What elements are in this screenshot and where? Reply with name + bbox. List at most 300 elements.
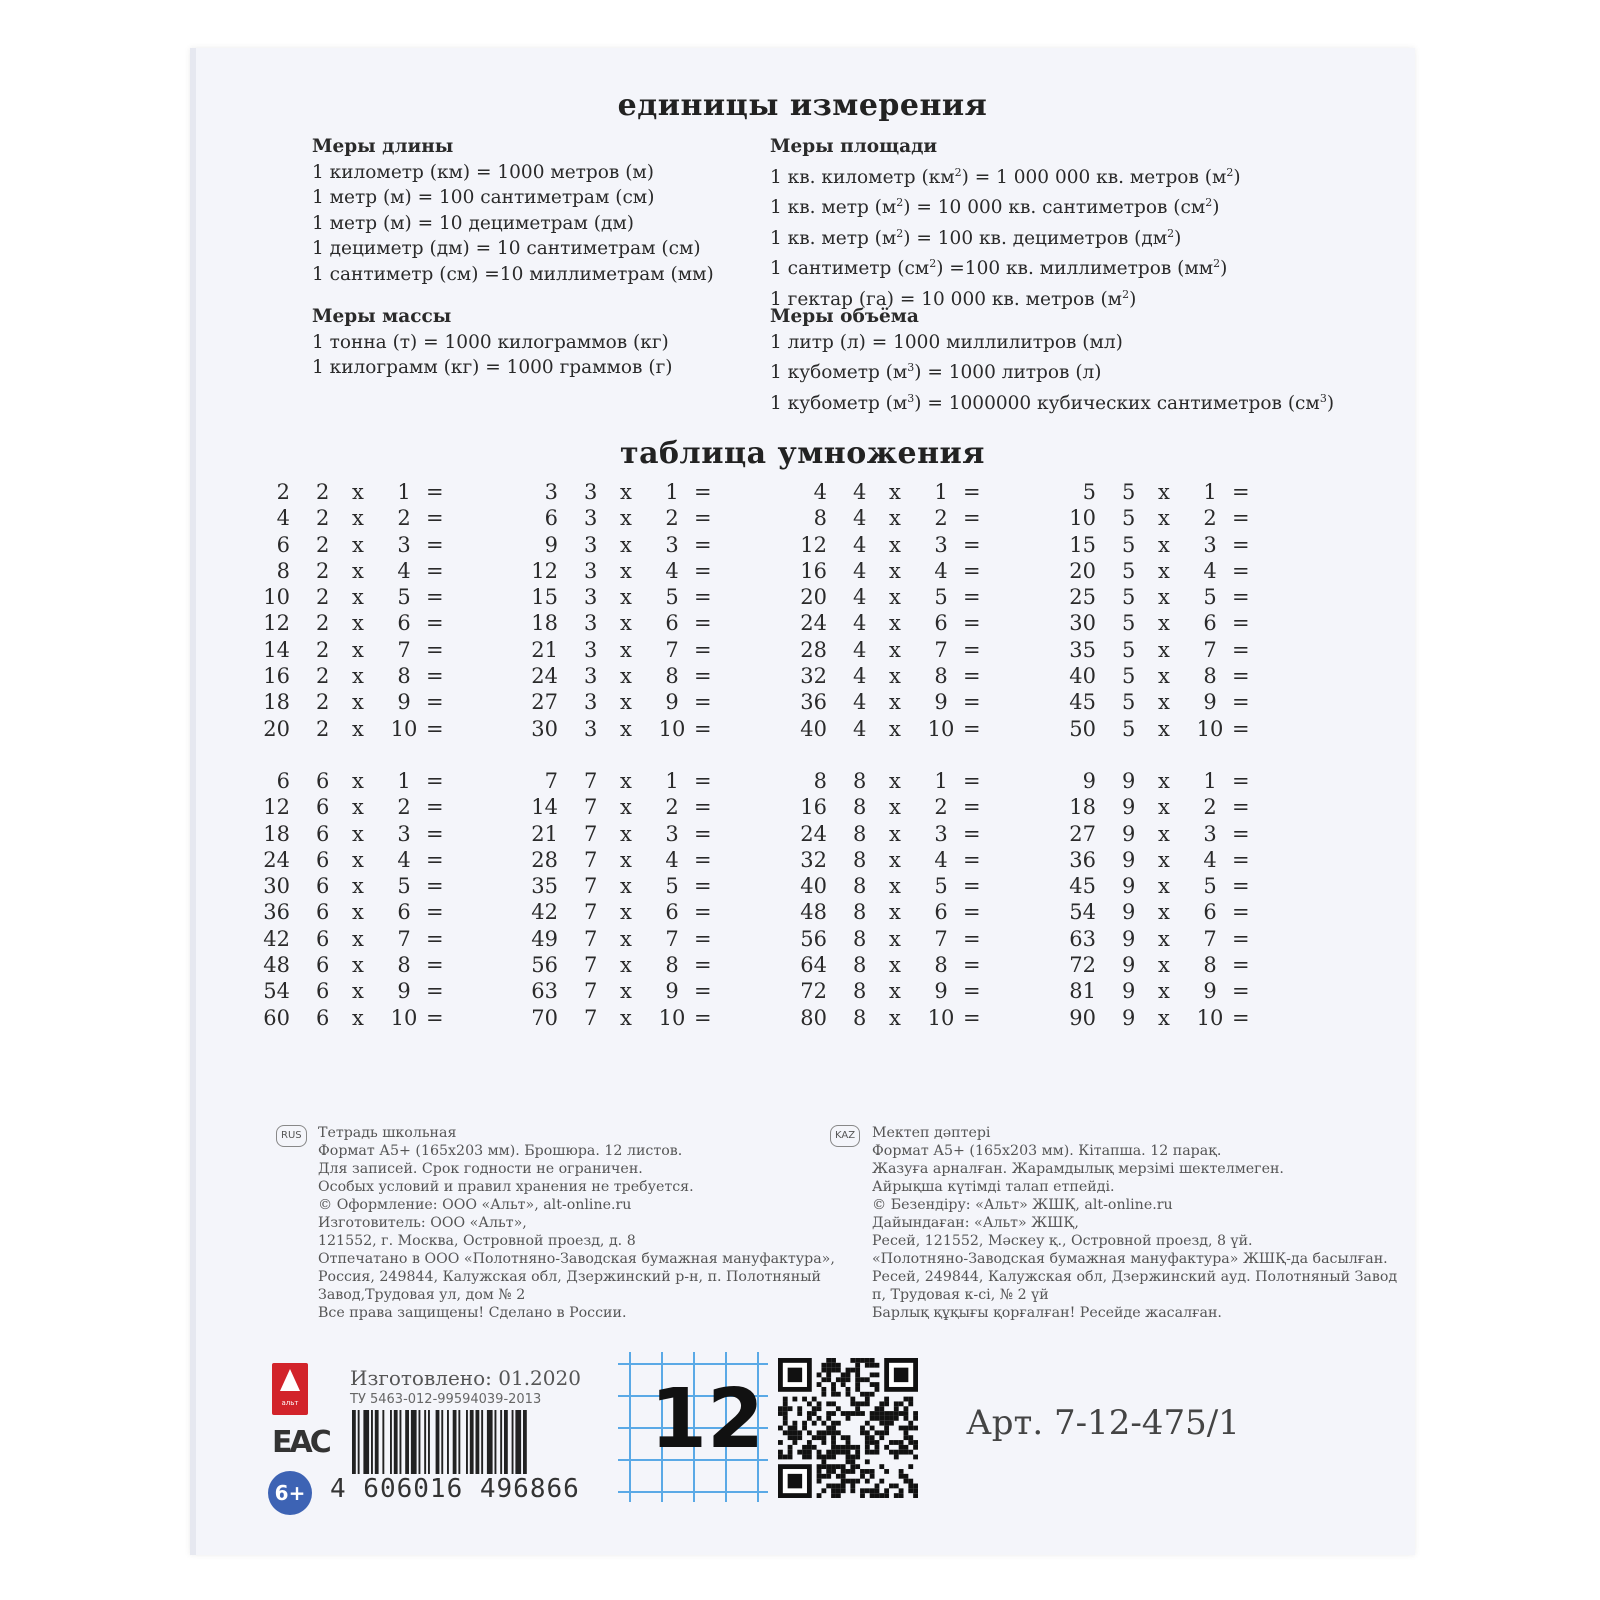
multiplication-cell: x xyxy=(889,953,901,978)
multiplication-cell: 4 xyxy=(853,480,867,504)
multiplication-cell: = xyxy=(694,558,712,583)
multiplication-cell: 5 xyxy=(1122,506,1136,531)
multiplication-cell: 16 xyxy=(800,795,827,820)
multiplication-cell: 4 xyxy=(853,506,867,531)
multiplication-cell: x xyxy=(352,900,364,925)
multiplication-cell: 7 xyxy=(665,637,679,662)
multiplication-cell: x xyxy=(352,506,364,531)
multiplication-cell: 7 xyxy=(584,979,598,1004)
multiplication-cell: 4 xyxy=(665,847,679,872)
length-title: Меры длины xyxy=(312,136,454,157)
multiplication-cell: 9 xyxy=(1122,900,1136,925)
multiplication-cell: x xyxy=(1158,769,1170,793)
multiplication-cell: 4 xyxy=(1203,847,1217,872)
multiplication-cell: 63 xyxy=(531,979,558,1004)
multiplication-cell: 81 xyxy=(1069,979,1096,1004)
multiplication-cell: = xyxy=(426,532,444,557)
multiplication-cell: 72 xyxy=(800,979,827,1004)
multiplication-cell: 9 xyxy=(1122,874,1136,899)
multiplication-cell: 4 xyxy=(853,532,867,557)
multiplication-cell: 7 xyxy=(584,821,598,846)
multiplication-cell: x xyxy=(889,558,901,583)
multiplication-cell: = xyxy=(426,664,444,689)
imprint-line: Ресей, 249844, Калужская обл, Дзержинский ауд. Полотняный Завод xyxy=(872,1269,1398,1285)
multiplication-cell: x xyxy=(352,637,364,662)
multiplication-cell: 8 xyxy=(397,664,411,689)
multiplication-cell: 7 xyxy=(1203,637,1217,662)
multiplication-cell: = xyxy=(1232,821,1250,846)
multiplication-cell: 4 xyxy=(853,637,867,662)
volume-title: Меры объёма xyxy=(770,306,919,327)
multiplication-cell: x xyxy=(352,664,364,689)
multiplication-cell: = xyxy=(694,506,712,531)
measure-line: 1 литр (л) = 1000 миллилитров (мл) xyxy=(770,331,1123,353)
multiplication-cell: 4 xyxy=(934,847,948,872)
multiplication-cell: 20 xyxy=(1069,558,1096,583)
multiplication-cell: 7 xyxy=(1203,926,1217,951)
multiplication-cell: 80 xyxy=(800,1005,827,1030)
multiplication-cell: 3 xyxy=(584,690,598,715)
multiplication-cell: = xyxy=(963,926,981,951)
multiplication-cell: 7 xyxy=(584,874,598,899)
multiplication-cell: 1 xyxy=(934,769,948,793)
multiplication-cell: = xyxy=(1232,874,1250,899)
multiplication-cell: = xyxy=(694,979,712,1004)
multiplication-cell: 9 xyxy=(1122,795,1136,820)
multiplication-cell: = xyxy=(694,926,712,951)
multiplication-cell: x xyxy=(889,1005,901,1030)
mass-title: Меры массы xyxy=(312,306,452,327)
multiplication-cell: 8 xyxy=(276,558,290,583)
multiplication-cell: 8 xyxy=(853,926,867,951)
multiplication-cell: x xyxy=(889,611,901,636)
multiplication-cell: x xyxy=(889,480,901,504)
multiplication-cell: x xyxy=(352,821,364,846)
multiplication-cell: 2 xyxy=(316,558,330,583)
multiplication-cell: x xyxy=(352,480,364,504)
imprint-line: © Безендіру: «Альт» ЖШҚ, alt-online.ru xyxy=(872,1197,1173,1213)
barcode xyxy=(350,1410,590,1478)
multiplication-cell: 2 xyxy=(316,716,330,741)
multiplication-cell: 4 xyxy=(813,480,827,504)
multiplication-cell: = xyxy=(694,847,712,872)
multiplication-cell: x xyxy=(889,926,901,951)
multiplication-cell: 5 xyxy=(1122,611,1136,636)
length-lines xyxy=(312,160,714,288)
multiplication-cell: x xyxy=(352,611,364,636)
multiplication-cell: 21 xyxy=(531,637,558,662)
measure-line: 1 килограмм (кг) = 1000 граммов (г) xyxy=(312,357,673,378)
multiplication-cell: 7 xyxy=(584,769,598,793)
imprint-line: Ресей, 121552, Мәскеу қ., Островной проезд, 8 үй. xyxy=(872,1233,1253,1249)
multiplication-cell: 6 xyxy=(316,821,330,846)
multiplication-cell: = xyxy=(963,664,981,689)
multiplication-cell: 2 xyxy=(316,506,330,531)
multiplication-cell: 3 xyxy=(665,821,679,846)
multiplication-cell: 5 xyxy=(665,874,679,899)
multiplication-cell: 2 xyxy=(316,611,330,636)
measure-line: 1 сантиметр (см) =10 миллиметрам (мм) xyxy=(312,263,714,285)
area-title: Меры площади xyxy=(770,136,938,157)
lang-tag-kaz: KAZ xyxy=(830,1125,860,1147)
measure-line: 1 кв. метр $(м^2) = 10$ 000 кв. сантиметров $(см^2)$ xyxy=(770,196,1220,219)
imprint-line: Мектеп дәптері xyxy=(872,1125,991,1141)
multiplication-cell: x xyxy=(889,979,901,1004)
multiplication-cell: x xyxy=(620,664,632,689)
multiplication-cell: x xyxy=(620,926,632,951)
multiplication-cell: x xyxy=(352,1005,364,1030)
measure-line: 1 кубометр $(м^3) = 1000000$ кубических сантиметров $(см^3)$ xyxy=(770,391,1335,414)
multiplication-cell: x xyxy=(1158,926,1170,951)
multiplication-cell: 8 xyxy=(853,1005,867,1030)
imprint-rus xyxy=(281,1124,835,1322)
multiplication-cell: 36 xyxy=(800,690,827,715)
imprint-line: Все права защищены! Сделано в России. xyxy=(318,1305,627,1321)
multiplication-cell: x xyxy=(1158,585,1170,610)
multiplication-cell: 8 xyxy=(853,821,867,846)
multiplication-cell: 8 xyxy=(853,795,867,820)
multiplication-cell: x xyxy=(889,506,901,531)
multiplication-cell: x xyxy=(352,558,364,583)
multiplication-cell: = xyxy=(1232,611,1250,636)
multiplication-cell: 6 xyxy=(316,926,330,951)
multiplication-cell: 3 xyxy=(584,558,598,583)
multiplication-cell: 35 xyxy=(531,874,558,899)
multiplication-cell: = xyxy=(694,769,712,793)
multiplication-cell: x xyxy=(620,1005,632,1030)
multiplication-cell: x xyxy=(620,506,632,531)
multiplication-cell: 40 xyxy=(800,716,827,741)
multiplication-cell: 2 xyxy=(1203,795,1217,820)
multiplication-cell: x xyxy=(1158,637,1170,662)
multiplication-cell: x xyxy=(1158,900,1170,925)
multiplication-cell: 4 xyxy=(934,558,948,583)
multiplication-cell: 3 xyxy=(665,532,679,557)
multiplication-cell: 3 xyxy=(584,664,598,689)
measure-line: 1 гектар (га) = 10 000 кв. метров $(м^2)$ xyxy=(770,288,1137,311)
multiplication-cell: = xyxy=(426,821,444,846)
multiplication-cell: 7 xyxy=(397,926,411,951)
multiplication-cell: 1 xyxy=(397,480,411,504)
multiplication-cell: 45 xyxy=(1069,874,1096,899)
multiplication-cell: 63 xyxy=(1069,926,1096,951)
multiplication-cell: 50 xyxy=(1069,716,1096,741)
multiplication-cell: 20 xyxy=(263,716,290,741)
multiplication-cell: 9 xyxy=(544,532,558,557)
imprint-line: Завод,Трудовая ул, дом № 2 xyxy=(318,1287,526,1303)
multiplication-cell: 8 xyxy=(853,979,867,1004)
multiplication-cell: = xyxy=(426,480,444,504)
multiplication-cell: 10 xyxy=(927,716,955,741)
multiplication-cell: 4 xyxy=(276,506,290,531)
imprint-line: Барлық құқығы қорғалған! Ресейде жасалған. xyxy=(872,1305,1222,1321)
multiplication-cell: 6 xyxy=(316,1005,330,1030)
multiplication-cell: = xyxy=(963,558,981,583)
multiplication-cell: = xyxy=(963,532,981,557)
multiplication-cell: 9 xyxy=(1122,847,1136,872)
multiplication-cell: = xyxy=(426,926,444,951)
multiplication-cell: = xyxy=(1232,769,1250,793)
multiplication-cell: 2 xyxy=(934,506,948,531)
multiplication-cell: x xyxy=(889,532,901,557)
multiplication-cell: 8 xyxy=(1203,664,1217,689)
multiplication-cell: 28 xyxy=(800,637,827,662)
imprint-line: Айрықша күтімді талап етпейді. xyxy=(872,1179,1115,1195)
multiplication-cell: 5 xyxy=(665,585,679,610)
multiplication-cell: 7 xyxy=(934,637,948,662)
imprint-line: п, Трудовая к-сі, № 2 үй xyxy=(872,1287,1049,1303)
multiplication-cell: 12 xyxy=(263,611,290,636)
multiplication-cell: 2 xyxy=(397,795,411,820)
multiplication-cell: = xyxy=(694,532,712,557)
multiplication-cell: 9 xyxy=(1203,690,1217,715)
multiplication-cell: 8 xyxy=(665,664,679,689)
multiplication-cell: = xyxy=(963,506,981,531)
multiplication-cell: = xyxy=(1232,480,1250,504)
multiplication-cell: 3 xyxy=(934,821,948,846)
multiplication-cell: 7 xyxy=(584,795,598,820)
multiplication-cell: x xyxy=(620,900,632,925)
multiplication-cell: x xyxy=(889,585,901,610)
multiplication-cell: 1 xyxy=(1203,480,1217,504)
multiplication-cell: 2 xyxy=(665,506,679,531)
multiplication-cell: 54 xyxy=(1069,900,1096,925)
multiplication-cell: x xyxy=(620,611,632,636)
multiplication-cell: x xyxy=(352,874,364,899)
multiplication-cell: x xyxy=(352,532,364,557)
multiplication-cell: 7 xyxy=(934,926,948,951)
multiplication-cell: 9 xyxy=(397,690,411,715)
multiplication-cell: 8 xyxy=(853,769,867,793)
multiplication-cell: 9 xyxy=(1082,769,1096,793)
multiplication-cell: 6 xyxy=(665,900,679,925)
multiplication-cell: = xyxy=(963,637,981,662)
multiplication-cell: x xyxy=(1158,664,1170,689)
multiplication-cell: = xyxy=(963,1005,981,1030)
multiplication-cell: 12 xyxy=(531,558,558,583)
multiplication-cell: = xyxy=(426,690,444,715)
multiplication-heading: таблица умножения xyxy=(620,436,985,471)
measure-line: 1 тонна (т) = 1000 килограммов (кг) xyxy=(312,331,669,353)
multiplication-cell: 8 xyxy=(1203,953,1217,978)
multiplication-cell: = xyxy=(426,585,444,610)
multiplication-cell: 36 xyxy=(263,900,290,925)
multiplication-cell: 5 xyxy=(1122,637,1136,662)
multiplication-cell: = xyxy=(1232,690,1250,715)
multiplication-cell: 3 xyxy=(584,637,598,662)
age-rating-badge: 6+ xyxy=(268,1471,312,1515)
multiplication-cell: 8 xyxy=(853,847,867,872)
multiplication-cell: 4 xyxy=(397,847,411,872)
multiplication-cell: 3 xyxy=(544,480,558,504)
multiplication-cell: 16 xyxy=(800,558,827,583)
multiplication-cell: 70 xyxy=(531,1005,558,1030)
multiplication-cell: 10 xyxy=(1069,506,1096,531)
multiplication-cell: 10 xyxy=(390,1005,418,1030)
multiplication-cell: = xyxy=(694,795,712,820)
multiplication-cell: 9 xyxy=(934,979,948,1004)
multiplication-cell: 6 xyxy=(316,847,330,872)
multiplication-cell: 25 xyxy=(1069,585,1096,610)
multiplication-cell: 24 xyxy=(531,664,558,689)
multiplication-cell: 9 xyxy=(1122,979,1136,1004)
multiplication-cell: x xyxy=(1158,611,1170,636)
multiplication-cell: = xyxy=(963,821,981,846)
multiplication-cell: x xyxy=(620,716,632,741)
multiplication-cell: 1 xyxy=(397,769,411,793)
multiplication-cell: 2 xyxy=(316,532,330,557)
multiplication-cell: 27 xyxy=(531,690,558,715)
multiplication-cell: = xyxy=(694,900,712,925)
multiplication-cell: 24 xyxy=(800,821,827,846)
multiplication-cell: 6 xyxy=(316,953,330,978)
multiplication-cell: 15 xyxy=(531,585,558,610)
multiplication-cell: 5 xyxy=(1122,532,1136,557)
multiplication-cell: 5 xyxy=(1122,716,1136,741)
multiplication-cell: x xyxy=(1158,558,1170,583)
multiplication-cell: 7 xyxy=(584,847,598,872)
multiplication-cell: 3 xyxy=(584,480,598,504)
multiplication-cell: = xyxy=(694,716,712,741)
multiplication-cell: 4 xyxy=(853,585,867,610)
multiplication-cell: = xyxy=(694,664,712,689)
multiplication-cell: = xyxy=(963,480,981,504)
multiplication-cell: = xyxy=(694,953,712,978)
imprint-line: Формат А5+ (165х203 мм). Кітапша. 12 парақ. xyxy=(872,1143,1222,1159)
imprint-line: Россия, 249844, Калужская обл, Дзержинский р-н, п. Полотняный xyxy=(318,1269,821,1285)
multiplication-cell: 6 xyxy=(397,611,411,636)
multiplication-cell: 10 xyxy=(927,1005,955,1030)
units-heading: единицы измерения xyxy=(617,88,988,123)
multiplication-cell: x xyxy=(352,847,364,872)
multiplication-cell: 6 xyxy=(316,900,330,925)
multiplication-cell: = xyxy=(1232,637,1250,662)
multiplication-cell: 9 xyxy=(1122,769,1136,793)
measure-line: 1 метр (м) = 100 сантиметрам (см) xyxy=(312,187,655,208)
multiplication-cell: x xyxy=(1158,716,1170,741)
multiplication-cell: x xyxy=(1158,953,1170,978)
multiplication-cell: x xyxy=(620,821,632,846)
multiplication-cell: 2 xyxy=(316,664,330,689)
multiplication-cell: = xyxy=(1232,926,1250,951)
multiplication-cell: = xyxy=(426,847,444,872)
multiplication-cell: 4 xyxy=(853,611,867,636)
manufacture-date: Изготовлено: 01.2020 xyxy=(350,1366,581,1390)
multiplication-cell: 7 xyxy=(584,900,598,925)
imprint-line: Тетрадь школьная xyxy=(318,1125,457,1141)
multiplication-cell: 5 xyxy=(397,874,411,899)
volume-measures xyxy=(770,304,1334,416)
imprint-kaz xyxy=(835,1124,1398,1322)
multiplication-cell: 1 xyxy=(665,480,679,504)
measure-line: 1 дециметр (дм) = 10 сантиметрам (см) xyxy=(312,238,701,259)
multiplication-cell: x xyxy=(889,690,901,715)
multiplication-cell: 5 xyxy=(1122,585,1136,610)
multiplication-cell: = xyxy=(1232,847,1250,872)
multiplication-cell: 3 xyxy=(584,585,598,610)
multiplication-cell: 9 xyxy=(665,690,679,715)
multiplication-cell: = xyxy=(426,769,444,793)
imprint-line: «Полотняно-Заводская бумажная мануфактура» ЖШҚ-да басылған. xyxy=(872,1251,1388,1267)
multiplication-cell: 5 xyxy=(397,585,411,610)
multiplication-cell: x xyxy=(889,795,901,820)
multiplication-cell: = xyxy=(1232,795,1250,820)
multiplication-cell: 7 xyxy=(584,953,598,978)
multiplication-cell: 4 xyxy=(853,690,867,715)
measure-line: 1 километр (км) = 1000 метров (м) xyxy=(312,161,655,183)
multiplication-cell: 7 xyxy=(584,926,598,951)
multiplication-cell: x xyxy=(889,637,901,662)
multiplication-cell: = xyxy=(426,1005,444,1030)
multiplication-cell: 72 xyxy=(1069,953,1096,978)
multiplication-cell: 5 xyxy=(934,874,948,899)
area-measures xyxy=(770,134,1241,313)
multiplication-cell: = xyxy=(694,690,712,715)
multiplication-cell: 49 xyxy=(531,926,558,951)
multiplication-cell: 20 xyxy=(800,585,827,610)
multiplication-cell: 30 xyxy=(263,874,290,899)
mass-lines xyxy=(312,330,672,381)
alt-logo xyxy=(272,1363,308,1415)
multiplication-cell: x xyxy=(620,769,632,793)
imprint-line: © Оформление: ООО «Альт», alt-online.ru xyxy=(318,1197,632,1213)
measure-line: 1 метр (м) = 10 дециметрам (дм) xyxy=(312,212,634,234)
mass-measures xyxy=(312,304,672,381)
multiplication-cell: 54 xyxy=(263,979,290,1004)
multiplication-cell: 8 xyxy=(934,664,948,689)
multiplication-cell: 1 xyxy=(665,769,679,793)
multiplication-cell: = xyxy=(1232,532,1250,557)
measure-line: 1 кв. метр $(м^2) = 100$ кв. дециметров $(дм^2)$ xyxy=(770,226,1182,249)
multiplication-cell: x xyxy=(352,926,364,951)
multiplication-cell: 56 xyxy=(531,953,558,978)
multiplication-cell: 10 xyxy=(1196,1005,1224,1030)
multiplication-cell: 3 xyxy=(584,716,598,741)
multiplication-cell: x xyxy=(620,637,632,662)
multiplication-cell: 3 xyxy=(584,506,598,531)
multiplication-cell: 64 xyxy=(800,953,827,978)
multiplication-cell: x xyxy=(620,690,632,715)
multiplication-cell: 3 xyxy=(584,532,598,557)
multiplication-cell: = xyxy=(1232,953,1250,978)
multiplication-cell: 9 xyxy=(1122,821,1136,846)
multiplication-cell: x xyxy=(620,953,632,978)
multiplication-cell: = xyxy=(426,611,444,636)
measure-line: 1 сантиметр $(см^2) =100$ кв. миллиметров $(мм^2)$ xyxy=(770,257,1228,280)
multiplication-cell: 90 xyxy=(1069,1005,1096,1030)
multiplication-cell: 10 xyxy=(263,585,290,610)
multiplication-cell: x xyxy=(620,874,632,899)
multiplication-cell: 10 xyxy=(390,716,418,741)
multiplication-cell: 24 xyxy=(263,847,290,872)
multiplication-cell: = xyxy=(694,1005,712,1030)
multiplication-cell: 6 xyxy=(316,769,330,793)
multiplication-cell: 6 xyxy=(934,611,948,636)
multiplication-cell: = xyxy=(1232,558,1250,583)
multiplication-cell: x xyxy=(620,585,632,610)
multiplication-cell: 6 xyxy=(276,532,290,557)
multiplication-cell: x xyxy=(352,690,364,715)
multiplication-cell: = xyxy=(963,979,981,1004)
multiplication-cell: = xyxy=(426,558,444,583)
multiplication-cell: 8 xyxy=(853,900,867,925)
multiplication-cell: = xyxy=(426,637,444,662)
multiplication-cell: 5 xyxy=(1122,558,1136,583)
multiplication-cell: 6 xyxy=(316,979,330,1004)
multiplication-cell: x xyxy=(889,900,901,925)
multiplication-cell: 40 xyxy=(1069,664,1096,689)
multiplication-cell: x xyxy=(1158,821,1170,846)
